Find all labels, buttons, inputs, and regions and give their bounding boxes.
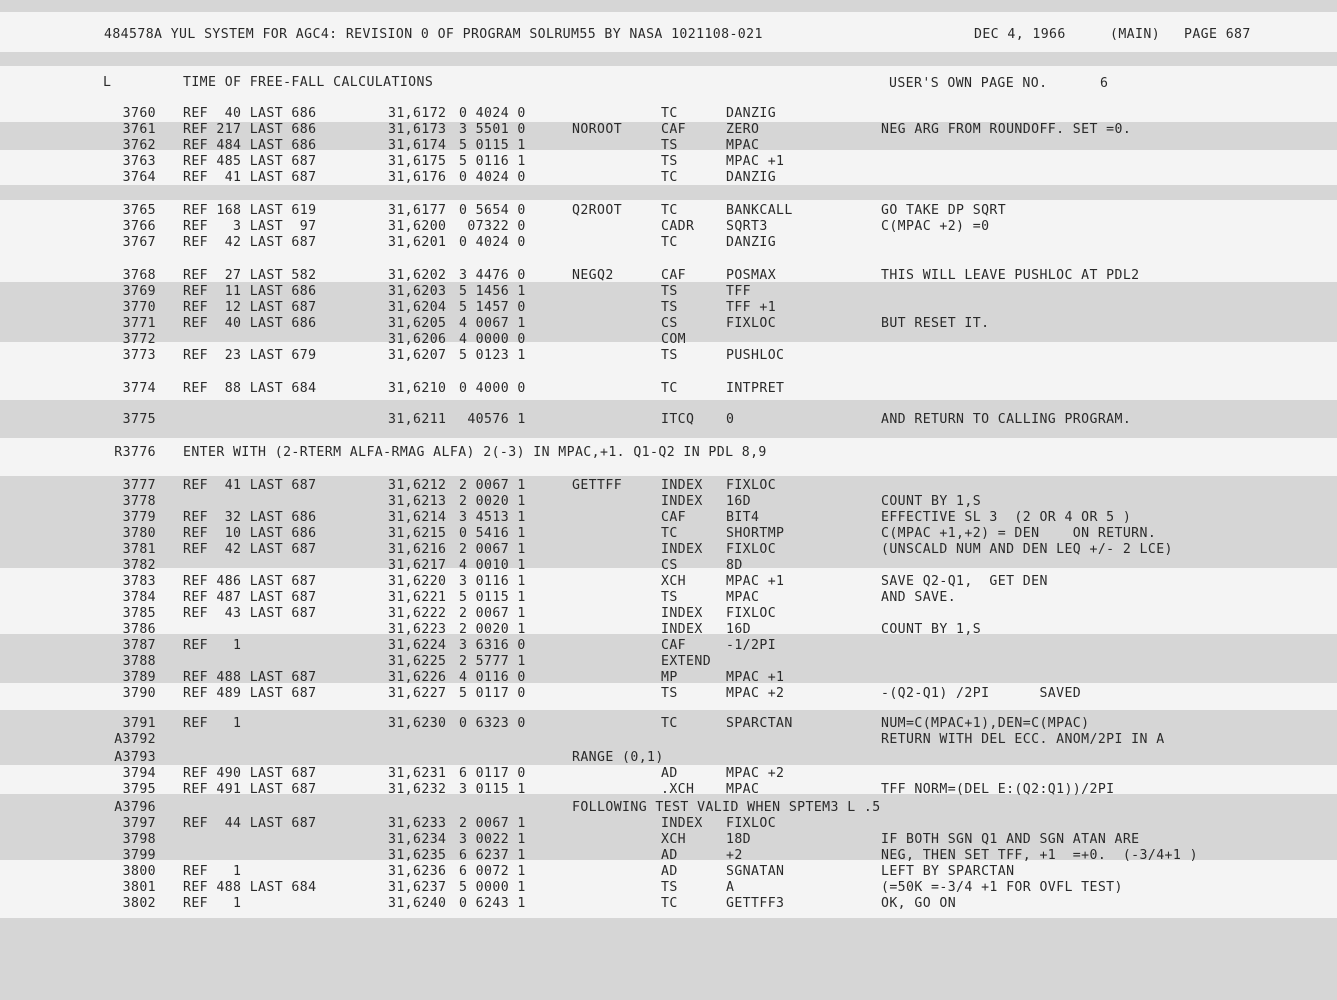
row-op: CAF <box>661 122 687 137</box>
row-op: TS <box>661 590 678 605</box>
row-op: TC <box>661 716 678 731</box>
row-addr: 31,6225 <box>388 654 447 669</box>
row-operand: BANKCALL <box>726 203 793 218</box>
row-word: 0 4024 0 <box>459 235 526 250</box>
row-word: 2 0067 1 <box>459 606 526 621</box>
row-num: 3771 <box>122 316 156 331</box>
row-word: 0 4024 0 <box>459 106 526 121</box>
row-num: 3770 <box>122 300 156 315</box>
row-word: 0 4000 0 <box>459 381 526 396</box>
row-word: 3 0022 1 <box>459 832 526 847</box>
row-num: 3780 <box>122 526 156 541</box>
row-operand: A <box>726 880 735 895</box>
row-op: TC <box>661 170 678 185</box>
row-word: 5 1456 1 <box>459 284 526 299</box>
row-op: INDEX <box>661 494 703 509</box>
header-log: (MAIN) <box>1110 27 1161 42</box>
row-addr: 31,6230 <box>388 716 447 731</box>
row-num: 3802 <box>122 896 156 911</box>
row-num: 3779 <box>122 510 156 525</box>
row-operand: SHORTMP <box>726 526 785 541</box>
row-operand: MPAC +2 <box>726 766 785 781</box>
row-ref: REF 88 LAST 684 <box>183 381 317 396</box>
row-word: 3 4513 1 <box>459 510 526 525</box>
row-addr: 31,6235 <box>388 848 447 863</box>
row-addr: 31,6240 <box>388 896 447 911</box>
row-ref: REF 1 <box>183 864 242 879</box>
row-word: 0 6323 0 <box>459 716 526 731</box>
row-word: 4 0000 0 <box>459 332 526 347</box>
row-op: TC <box>661 526 678 541</box>
row-comment: SAVE Q2-Q1, GET DEN <box>881 574 1048 589</box>
row-word: 2 0020 1 <box>459 494 526 509</box>
row-comment: LEFT BY SPARCTAN <box>881 864 1015 879</box>
row-num: 3787 <box>122 638 156 653</box>
greenbar-band <box>0 52 1337 66</box>
row-operand: MPAC +1 <box>726 574 785 589</box>
row-addr: 31,6215 <box>388 526 447 541</box>
row-operand: 18D <box>726 832 752 847</box>
row-ref: REF 491 LAST 687 <box>183 782 317 797</box>
row-addr: 31,6175 <box>388 154 447 169</box>
row-addr: 31,6172 <box>388 106 447 121</box>
row-word: 3 0116 1 <box>459 574 526 589</box>
row-ref: REF 41 LAST 687 <box>183 478 317 493</box>
row-word: 3 6316 0 <box>459 638 526 653</box>
row-comment: NEG, THEN SET TFF, +1 =+0. (-3/4+1 ) <box>881 848 1198 863</box>
section-marker: L <box>103 75 112 90</box>
row-comment: TFF NORM=(DEL E:(Q2:Q1))/2PI <box>881 782 1115 797</box>
row-word: 5 0116 1 <box>459 154 526 169</box>
row-op: AD <box>661 766 678 781</box>
row-comment: BUT RESET IT. <box>881 316 990 331</box>
row-addr: 31,6214 <box>388 510 447 525</box>
row-op: TS <box>661 138 678 153</box>
row-op: MP <box>661 670 678 685</box>
greenbar-band <box>0 918 1337 1000</box>
row-op: TC <box>661 381 678 396</box>
row-num: 3766 <box>122 219 156 234</box>
row-addr: 31,6204 <box>388 300 447 315</box>
row-op: .XCH <box>661 782 695 797</box>
row-comment: NEG ARG FROM ROUNDOFF. SET =0. <box>881 122 1132 137</box>
row-num: 3799 <box>122 848 156 863</box>
row-num: 3777 <box>122 478 156 493</box>
row-word: 5 0115 1 <box>459 138 526 153</box>
row-addr: 31,6226 <box>388 670 447 685</box>
row-op: INDEX <box>661 622 703 637</box>
row-op: TC <box>661 203 678 218</box>
row-addr: 31,6231 <box>388 766 447 781</box>
row-operand: 16D <box>726 494 752 509</box>
row-ref: REF 488 LAST 687 <box>183 670 317 685</box>
row-op: CAF <box>661 510 687 525</box>
row-operand: FIXLOC <box>726 478 777 493</box>
row-num: 3767 <box>122 235 156 250</box>
row-addr: 31,6212 <box>388 478 447 493</box>
row-operand: SGNATAN <box>726 864 785 879</box>
row-word: 2 0067 1 <box>459 542 526 557</box>
section-title: TIME OF FREE-FALL CALCULATIONS <box>183 75 434 90</box>
row-operand: SPARCTAN <box>726 716 793 731</box>
row-num: R3776 <box>114 445 156 460</box>
row-num: 3774 <box>122 381 156 396</box>
row-ref: REF 1 <box>183 896 242 911</box>
row-num: 3789 <box>122 670 156 685</box>
row-word: 2 0067 1 <box>459 478 526 493</box>
greenbar-band <box>0 185 1337 200</box>
row-operand: FIXLOC <box>726 606 777 621</box>
row-op: INDEX <box>661 606 703 621</box>
row-op: TS <box>661 348 678 363</box>
row-comment: AND RETURN TO CALLING PROGRAM. <box>881 412 1132 427</box>
row-word: 5 0000 1 <box>459 880 526 895</box>
row-addr: 31,6173 <box>388 122 447 137</box>
row-ref: REF 32 LAST 686 <box>183 510 317 525</box>
row-addr: 31,6222 <box>388 606 447 621</box>
row-operand: ZERO <box>726 122 760 137</box>
row-ref: REF 10 LAST 686 <box>183 526 317 541</box>
row-op: COM <box>661 332 687 347</box>
row-num: 3761 <box>122 122 156 137</box>
row-comment: OK, GO ON <box>881 896 957 911</box>
row-num: 3781 <box>122 542 156 557</box>
row-comment: (=50K =-3/4 +1 FOR OVFL TEST) <box>881 880 1123 895</box>
row-num: 3762 <box>122 138 156 153</box>
row-ref: REF 40 LAST 686 <box>183 316 317 331</box>
row-ref: REF 11 LAST 686 <box>183 284 317 299</box>
row-word: 3 4476 0 <box>459 268 526 283</box>
row-ref: REF 3 LAST 97 <box>183 219 317 234</box>
row-operand: POSMAX <box>726 268 777 283</box>
row-word: 5 1457 0 <box>459 300 526 315</box>
row-num: A3793 <box>114 750 156 765</box>
row-addr: 31,6206 <box>388 332 447 347</box>
row-operand: MPAC +1 <box>726 154 785 169</box>
row-ref: REF 490 LAST 687 <box>183 766 317 781</box>
row-comment: THIS WILL LEAVE PUSHLOC AT PDL2 <box>881 268 1140 283</box>
row-addr: 31,6205 <box>388 316 447 331</box>
row-op: INDEX <box>661 478 703 493</box>
row-comment: (UNSCALD NUM AND DEN LEQ +/- 2 LCE) <box>881 542 1173 557</box>
row-num: 3800 <box>122 864 156 879</box>
row-addr: 31,6232 <box>388 782 447 797</box>
row-comment: C(MPAC +1,+2) = DEN ON RETURN. <box>881 526 1157 541</box>
header-date: DEC 4, 1966 <box>974 27 1066 42</box>
row-addr: 31,6177 <box>388 203 447 218</box>
row-label: RANGE (0,1) <box>572 750 664 765</box>
row-ref: REF 217 LAST 686 <box>183 122 317 137</box>
row-num: 3791 <box>122 716 156 731</box>
row-num: 3768 <box>122 268 156 283</box>
row-op: CAF <box>661 638 687 653</box>
row-ref: REF 42 LAST 687 <box>183 235 317 250</box>
row-addr: 31,6221 <box>388 590 447 605</box>
row-operand: MPAC +1 <box>726 670 785 685</box>
row-comment: AND SAVE. <box>881 590 957 605</box>
row-addr: 31,6174 <box>388 138 447 153</box>
row-word: 3 5501 0 <box>459 122 526 137</box>
row-op: AD <box>661 848 678 863</box>
row-addr: 31,6207 <box>388 348 447 363</box>
row-word: 5 0117 0 <box>459 686 526 701</box>
row-addr: 31,6233 <box>388 816 447 831</box>
row-op: CS <box>661 558 678 573</box>
row-operand: DANZIG <box>726 106 777 121</box>
row-ref: REF 27 LAST 582 <box>183 268 317 283</box>
row-num: 3784 <box>122 590 156 605</box>
row-operand: GETTFF3 <box>726 896 785 911</box>
row-operand: MPAC <box>726 590 760 605</box>
row-addr: 31,6224 <box>388 638 447 653</box>
row-operand: 0 <box>726 412 735 427</box>
row-ref: REF 486 LAST 687 <box>183 574 317 589</box>
row-num: 3801 <box>122 880 156 895</box>
row-addr: 31,6213 <box>388 494 447 509</box>
row-num: 3769 <box>122 284 156 299</box>
row-num: 3764 <box>122 170 156 185</box>
row-comment: C(MPAC +2) =0 <box>881 219 990 234</box>
users-page-number: 6 <box>1100 76 1109 91</box>
row-num: 3782 <box>122 558 156 573</box>
row-comment: IF BOTH SGN Q1 AND SGN ATAN ARE <box>881 832 1140 847</box>
row-num: 3783 <box>122 574 156 589</box>
row-label: NOROOT <box>572 122 623 137</box>
row-op: TS <box>661 284 678 299</box>
row-ref: REF 43 LAST 687 <box>183 606 317 621</box>
greenbar-band <box>0 0 1337 12</box>
row-label: GETTFF <box>572 478 623 493</box>
row-op: CS <box>661 316 678 331</box>
row-operand: FIXLOC <box>726 542 777 557</box>
row-ref: REF 168 LAST 619 <box>183 203 317 218</box>
row-ref: REF 485 LAST 687 <box>183 154 317 169</box>
row-num: A3796 <box>114 800 156 815</box>
row-num: 3788 <box>122 654 156 669</box>
row-word: 07322 0 <box>459 219 526 234</box>
users-page-label: USER'S OWN PAGE NO. <box>889 76 1048 91</box>
row-num: 3765 <box>122 203 156 218</box>
row-operand: 8D <box>726 558 743 573</box>
row-operand: INTPRET <box>726 381 785 396</box>
row-ref: REF 1 <box>183 716 242 731</box>
row-word: 2 5777 1 <box>459 654 526 669</box>
row-word: 0 4024 0 <box>459 170 526 185</box>
row-ref: REF 41 LAST 687 <box>183 170 317 185</box>
row-comment: RETURN WITH DEL ECC. ANOM/2PI IN A <box>881 732 1165 747</box>
row-op: TC <box>661 106 678 121</box>
row-ref: REF 489 LAST 687 <box>183 686 317 701</box>
row-operand: DANZIG <box>726 235 777 250</box>
row-ref: REF 484 LAST 686 <box>183 138 317 153</box>
row-word: 4 0116 0 <box>459 670 526 685</box>
row-num: 3760 <box>122 106 156 121</box>
row-addr: 31,6223 <box>388 622 447 637</box>
row-num: 3775 <box>122 412 156 427</box>
row-ref: REF 1 <box>183 638 242 653</box>
header-page: PAGE 687 <box>1184 27 1251 42</box>
row-addr: 31,6217 <box>388 558 447 573</box>
row-op: EXTEND <box>661 654 712 669</box>
row-comment: COUNT BY 1,S <box>881 622 982 637</box>
row-label: FOLLOWING TEST VALID WHEN SPTEM3 L .5 <box>572 800 881 815</box>
row-word: 5 0115 1 <box>459 590 526 605</box>
row-op: TS <box>661 300 678 315</box>
row-addr: 31,6210 <box>388 381 447 396</box>
row-operand: 16D <box>726 622 752 637</box>
row-ref: REF 44 LAST 687 <box>183 816 317 831</box>
row-addr: 31,6176 <box>388 170 447 185</box>
row-op: TS <box>661 880 678 895</box>
row-operand: BIT4 <box>726 510 760 525</box>
row-op: INDEX <box>661 816 703 831</box>
row-addr: 31,6216 <box>388 542 447 557</box>
row-word: 6 6237 1 <box>459 848 526 863</box>
row-word: 4 0010 1 <box>459 558 526 573</box>
row-comment: NUM=C(MPAC+1),DEN=C(MPAC) <box>881 716 1090 731</box>
row-comment: GO TAKE DP SQRT <box>881 203 1007 218</box>
row-operand: +2 <box>726 848 743 863</box>
row-ref: REF 40 LAST 686 <box>183 106 317 121</box>
row-num: A3792 <box>114 732 156 747</box>
row-addr: 31,6202 <box>388 268 447 283</box>
row-op: TS <box>661 686 678 701</box>
row-num: 3785 <box>122 606 156 621</box>
row-num: 3798 <box>122 832 156 847</box>
row-addr: 31,6220 <box>388 574 447 589</box>
row-ref: REF 42 LAST 687 <box>183 542 317 557</box>
row-comment: EFFECTIVE SL 3 (2 OR 4 OR 5 ) <box>881 510 1132 525</box>
row-word: 40576 1 <box>459 412 526 427</box>
row-addr: 31,6236 <box>388 864 447 879</box>
row-addr: 31,6211 <box>388 412 447 427</box>
row-num: 3786 <box>122 622 156 637</box>
row-num: 3763 <box>122 154 156 169</box>
row-num: 3773 <box>122 348 156 363</box>
row-word: 4 0067 1 <box>459 316 526 331</box>
row-num: 3797 <box>122 816 156 831</box>
row-addr: 31,6201 <box>388 235 447 250</box>
row-operand: DANZIG <box>726 170 777 185</box>
row-num: 3778 <box>122 494 156 509</box>
row-operand: -1/2PI <box>726 638 777 653</box>
row-operand: TFF +1 <box>726 300 777 315</box>
row-op: TC <box>661 896 678 911</box>
row-op: TS <box>661 154 678 169</box>
header-line: 484578A YUL SYSTEM FOR AGC4: REVISION 0 OF PROGRAM SOLRUM55 BY NASA 1021108-021 <box>104 27 763 42</box>
row-word: 5 0123 1 <box>459 348 526 363</box>
row-num: 3772 <box>122 332 156 347</box>
row-addr: 31,6227 <box>388 686 447 701</box>
row-ref: REF 23 LAST 679 <box>183 348 317 363</box>
row-num: 3794 <box>122 766 156 781</box>
row-comment: COUNT BY 1,S <box>881 494 982 509</box>
row-word: 6 0117 0 <box>459 766 526 781</box>
row-ref: REF 12 LAST 687 <box>183 300 317 315</box>
row-ref: REF 488 LAST 684 <box>183 880 317 895</box>
row-op: TC <box>661 235 678 250</box>
row-word: 0 5416 1 <box>459 526 526 541</box>
row-addr: 31,6237 <box>388 880 447 895</box>
row-word: 3 0115 1 <box>459 782 526 797</box>
row-operand: TFF <box>726 284 752 299</box>
row-op: XCH <box>661 574 687 589</box>
row-op: AD <box>661 864 678 879</box>
row-ref: ENTER WITH (2-RTERM ALFA-RMAG ALFA) 2(-3) IN MPAC,+1. Q1-Q2 IN PDL 8,9 <box>183 445 767 460</box>
row-addr: 31,6200 <box>388 219 447 234</box>
row-word: 0 5654 0 <box>459 203 526 218</box>
row-operand: FIXLOC <box>726 816 777 831</box>
row-op: CAF <box>661 268 687 283</box>
row-ref: REF 487 LAST 687 <box>183 590 317 605</box>
row-word: 2 0020 1 <box>459 622 526 637</box>
row-op: XCH <box>661 832 687 847</box>
row-operand: PUSHLOC <box>726 348 785 363</box>
row-op: ITCQ <box>661 412 695 427</box>
row-word: 0 6243 1 <box>459 896 526 911</box>
row-num: 3795 <box>122 782 156 797</box>
row-comment: -(Q2-Q1) /2PI SAVED <box>881 686 1082 701</box>
row-op: INDEX <box>661 542 703 557</box>
row-addr: 31,6234 <box>388 832 447 847</box>
row-op: CADR <box>661 219 695 234</box>
row-label: NEGQ2 <box>572 268 614 283</box>
row-operand: MPAC <box>726 138 760 153</box>
row-operand: MPAC <box>726 782 760 797</box>
row-label: Q2ROOT <box>572 203 623 218</box>
row-word: 2 0067 1 <box>459 816 526 831</box>
row-operand: SQRT3 <box>726 219 768 234</box>
row-operand: FIXLOC <box>726 316 777 331</box>
row-num: 3790 <box>122 686 156 701</box>
row-operand: MPAC +2 <box>726 686 785 701</box>
row-word: 6 0072 1 <box>459 864 526 879</box>
row-addr: 31,6203 <box>388 284 447 299</box>
